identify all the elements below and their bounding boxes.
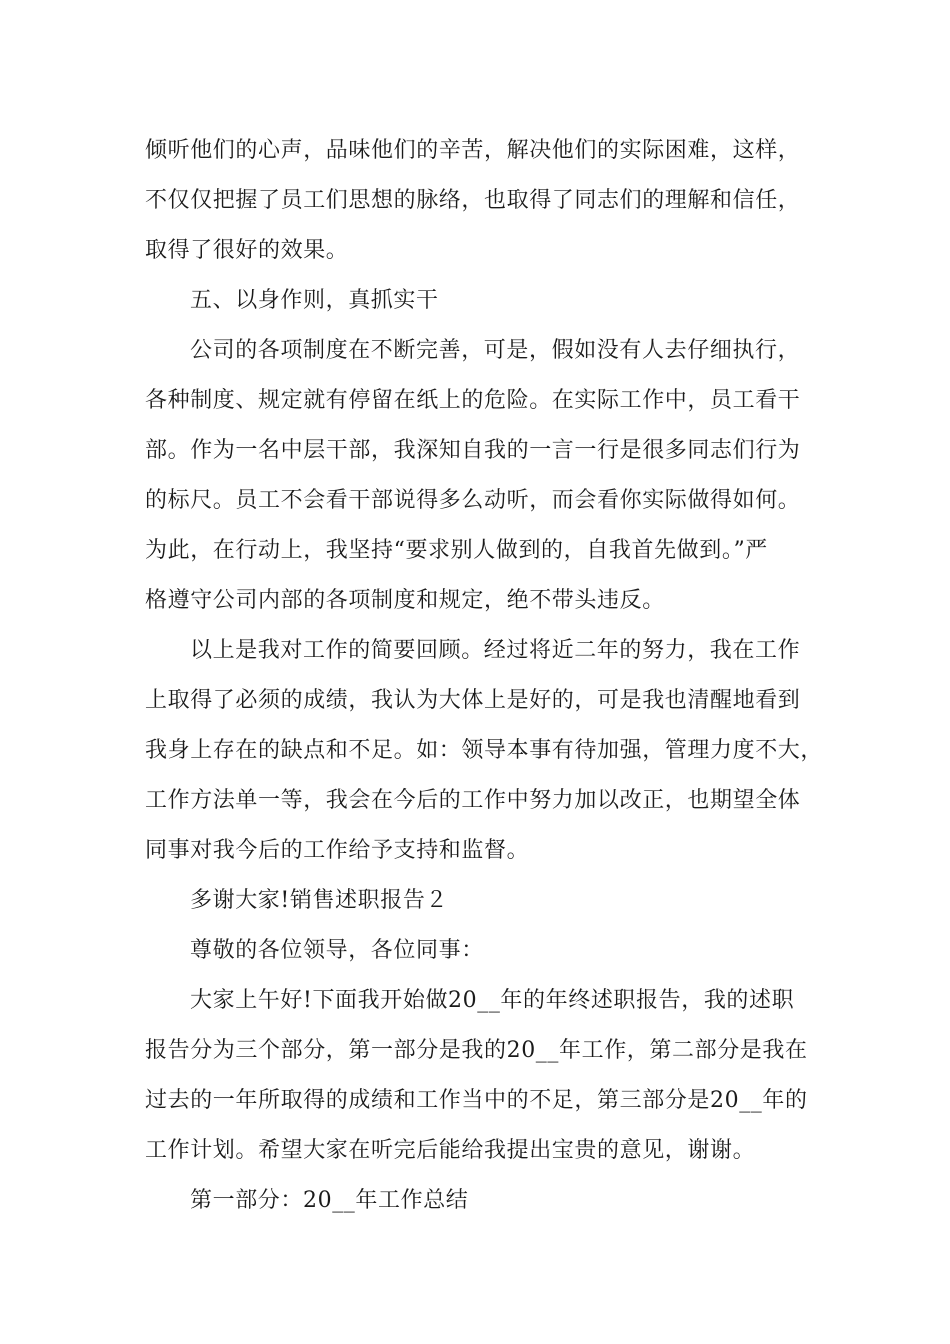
text-line-18: 大家上午好!下面我开始做20__年的年终述职报告，我的述职: [190, 988, 795, 1013]
report-title: 多谢大家!销售述职报告２: [190, 888, 449, 913]
text-line-21: 工作计划。希望大家在听完后能给我提出宝贵的意见，谢谢。: [145, 1138, 756, 1163]
text-line-13: 我身上存在的缺点和不足。如：领导本事有待加强，管理力度不大，: [145, 738, 824, 763]
text-line-12: 上取得了必须的成绩，我认为大体上是好的，可是我也清醒地看到: [145, 688, 801, 713]
text-line-20: 过去的一年所取得的成绩和工作当中的不足，第三部分是20__年的: [145, 1088, 808, 1113]
text-line-14: 工作方法单一等，我会在今后的工作中努力加以改正，也期望全体: [145, 788, 801, 813]
salutation: 尊敬的各位领导，各位同事：: [190, 938, 484, 963]
text-line-5: 公司的各项制度在不断完善，可是，假如没有人去仔细执行，: [190, 338, 801, 363]
text-line-7: 部。作为一名中层干部，我深知自我的一言一行是很多同志们行为: [145, 438, 801, 463]
text-line-8: 的标尺。员工不会看干部说得多么动听，而会看你实际做得如何。: [145, 488, 801, 513]
text-line-1: 倾听他们的心声，品味他们的辛苦，解决他们的实际困难，这样，: [145, 138, 801, 163]
text-line-6: 各种制度、规定就有停留在纸上的危险。在实际工作中，员工看干: [145, 388, 801, 413]
part-heading: 第一部分：20__年工作总结: [190, 1188, 469, 1213]
text-line-9: 为此，在行动上，我坚持“要求别人做到的，自我首先做到。”严: [145, 538, 768, 563]
text-line-2: 不仅仅把握了员工们思想的脉络，也取得了同志们的理解和信任，: [145, 188, 801, 213]
text-line-11: 以上是我对工作的简要回顾。经过将近二年的努力，我在工作: [190, 638, 801, 663]
text-line-10: 格遵守公司内部的各项制度和规定，绝不带头违反。: [145, 588, 665, 613]
section-heading: 五、以身作则，真抓实干: [190, 288, 439, 313]
text-line-3: 取得了很好的效果。: [145, 238, 349, 263]
text-line-15: 同事对我今后的工作给予支持和监督。: [145, 838, 530, 863]
text-line-19: 报告分为三个部分，第一部分是我的20__年工作，第二部分是我在: [145, 1038, 808, 1063]
